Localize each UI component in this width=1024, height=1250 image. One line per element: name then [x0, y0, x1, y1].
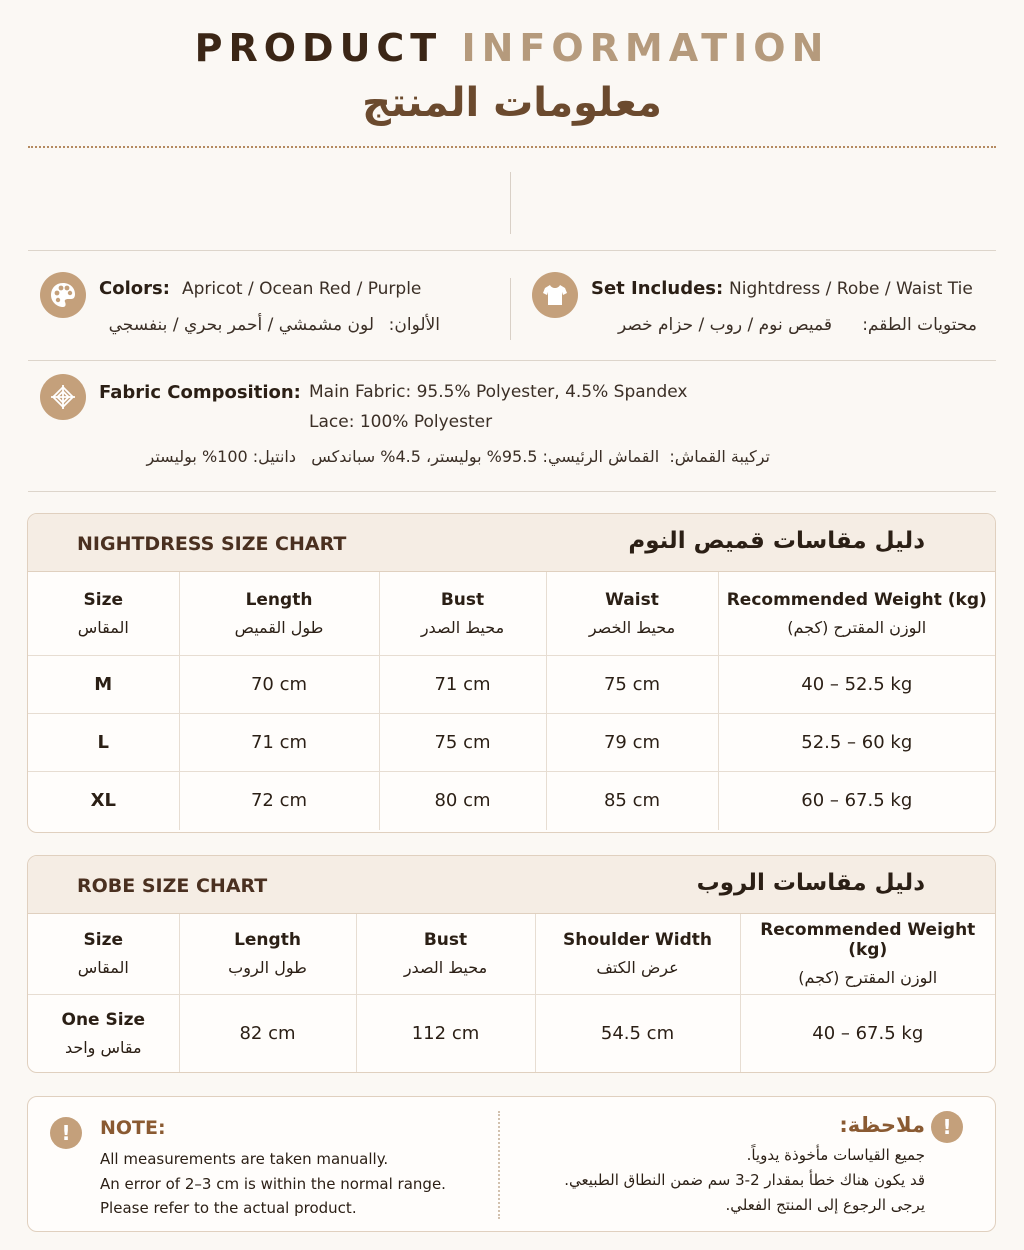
section-divider	[28, 360, 996, 361]
one-size-label-arabic: مقاس واحد	[64, 1037, 142, 1057]
robe-chart-header	[28, 856, 995, 914]
robe-chart-title: ROBE SIZE CHART	[77, 875, 268, 897]
bust-cell: 112 cm	[356, 994, 535, 1072]
waist-cell: 79 cm	[546, 713, 718, 771]
nightdress-size-chart	[27, 513, 996, 833]
column-header-waist: Waist محيط الخصر	[546, 572, 718, 655]
fabric-label: Fabric Composition:	[99, 382, 301, 403]
colors-label: Colors:	[99, 278, 170, 299]
note-text	[100, 1147, 446, 1221]
set-includes-value-arabic: قميص نوم / روب / حزام خصر	[617, 315, 832, 335]
shirt-icon	[532, 272, 578, 318]
size-cell: XL	[28, 771, 179, 830]
size-cell: M	[28, 655, 179, 713]
warning-icon: !	[50, 1117, 82, 1149]
note-divider	[498, 1111, 500, 1219]
length-cell: 71 cm	[179, 713, 379, 771]
bust-cell: 71 cm	[379, 655, 546, 713]
colors-value: Apricot / Ocean Red / Purple	[182, 279, 422, 299]
column-header-weight: Recommended Weight (kg) الوزن المقترح (كجم)	[740, 914, 995, 994]
weight-cell: 60 – 67.5 kg	[801, 790, 913, 812]
column-header-size: Size المقاس	[28, 914, 179, 994]
table-header-row	[28, 914, 995, 994]
colors-label-arabic: الألوان:	[388, 315, 440, 335]
table-row	[28, 713, 995, 771]
column-header-bust: Bust محيط الصدر	[379, 572, 546, 655]
size-cell	[28, 994, 179, 1072]
column-header-shoulder-width: Shoulder Width عرض الكتف	[535, 914, 740, 994]
page-title-arabic: معلومات المنتج	[362, 80, 662, 126]
info-column-divider	[510, 278, 511, 340]
waist-cell: 75 cm	[546, 655, 718, 713]
page-title	[0, 26, 1024, 70]
colors-value-arabic: لون مشمشي / أحمر بحري / بنفسجي	[108, 315, 374, 335]
nightdress-size-table	[28, 572, 995, 830]
table-row	[28, 994, 995, 1072]
note-line-arabic: قد يكون هناك خطأ بمقدار 2-3 سم ضمن النطاق الطبيعي.	[564, 1171, 925, 1189]
weight-cell: 40 – 52.5 kg	[718, 655, 995, 713]
robe-chart-title-arabic: دليل مقاسات الروب	[696, 870, 925, 896]
fabric-arabic: تركيبة القماش: القماش الرئيسي: 95.5% بوليستر، 4.5% سباندكس دانتيل: 100% بوليستر	[146, 447, 770, 466]
title-part-product: PRODUCT	[194, 26, 443, 70]
table-row	[28, 655, 995, 713]
nightdress-chart-header	[28, 514, 995, 572]
column-header-size: Size المقاس	[28, 572, 179, 655]
weight-cell: 52.5 – 60 kg	[718, 713, 995, 771]
title-part-information: INFORMATION	[461, 26, 830, 70]
column-header-length: Length طول القميص	[179, 572, 379, 655]
nightdress-chart-title-arabic: دليل مقاسات قميص النوم	[628, 528, 925, 554]
length-cell: 70 cm	[179, 655, 379, 713]
note-line-arabic: يرجى الرجوع إلى المنتج الفعلي.	[725, 1196, 925, 1214]
robe-size-table	[28, 914, 995, 1072]
robe-size-chart	[27, 855, 996, 1073]
note-text-arabic	[564, 1143, 925, 1218]
column-header-length: Length طول الروب	[179, 914, 356, 994]
shoulder-cell: 54.5 cm	[535, 994, 740, 1072]
note-box	[27, 1096, 996, 1232]
set-includes-label-arabic: محتويات الطقم:	[862, 315, 977, 335]
section-divider	[28, 250, 996, 251]
fabric-pattern-icon	[40, 374, 86, 420]
title-divider	[28, 146, 996, 148]
column-header-bust: Bust محيط الصدر	[356, 914, 535, 994]
set-includes-label: Set Includes:	[591, 278, 724, 299]
empty-section-divider	[510, 172, 511, 234]
fabric-lace-value: Lace: 100% Polyester	[309, 412, 493, 432]
set-includes-value: Nightdress / Robe / Waist Tie	[729, 279, 973, 299]
note-title-arabic: ملاحظة:	[839, 1113, 925, 1137]
note-line-arabic: جميع القياسات مأخوذة يدوياً.	[746, 1146, 925, 1164]
nightdress-chart-title: NIGHTDRESS SIZE CHART	[77, 533, 347, 555]
waist-cell: 85 cm	[546, 771, 718, 830]
one-size-label: One Size	[61, 1009, 145, 1030]
length-cell: 82 cm	[179, 994, 356, 1072]
note-line: An error of 2–3 cm is within the normal range.	[100, 1174, 446, 1193]
note-line: Please refer to the actual product.	[100, 1199, 357, 1217]
length-cell: 72 cm	[179, 771, 379, 830]
size-cell: L	[28, 713, 179, 771]
weight-cell: 40 – 67.5 kg	[812, 1022, 924, 1044]
section-divider	[28, 491, 996, 492]
column-header-weight: Recommended Weight (kg) الوزن المقترح (كجم)	[718, 572, 995, 655]
table-header-row	[28, 572, 995, 655]
bust-cell: 75 cm	[379, 713, 546, 771]
note-title: NOTE:	[100, 1117, 166, 1139]
table-row	[28, 771, 995, 830]
fabric-main-value: Main Fabric: 95.5% Polyester, 4.5% Spandex	[309, 382, 688, 402]
note-line: All measurements are taken manually.	[100, 1150, 389, 1168]
palette-icon	[40, 272, 86, 318]
bust-cell: 80 cm	[379, 771, 546, 830]
warning-icon: !	[931, 1111, 963, 1143]
